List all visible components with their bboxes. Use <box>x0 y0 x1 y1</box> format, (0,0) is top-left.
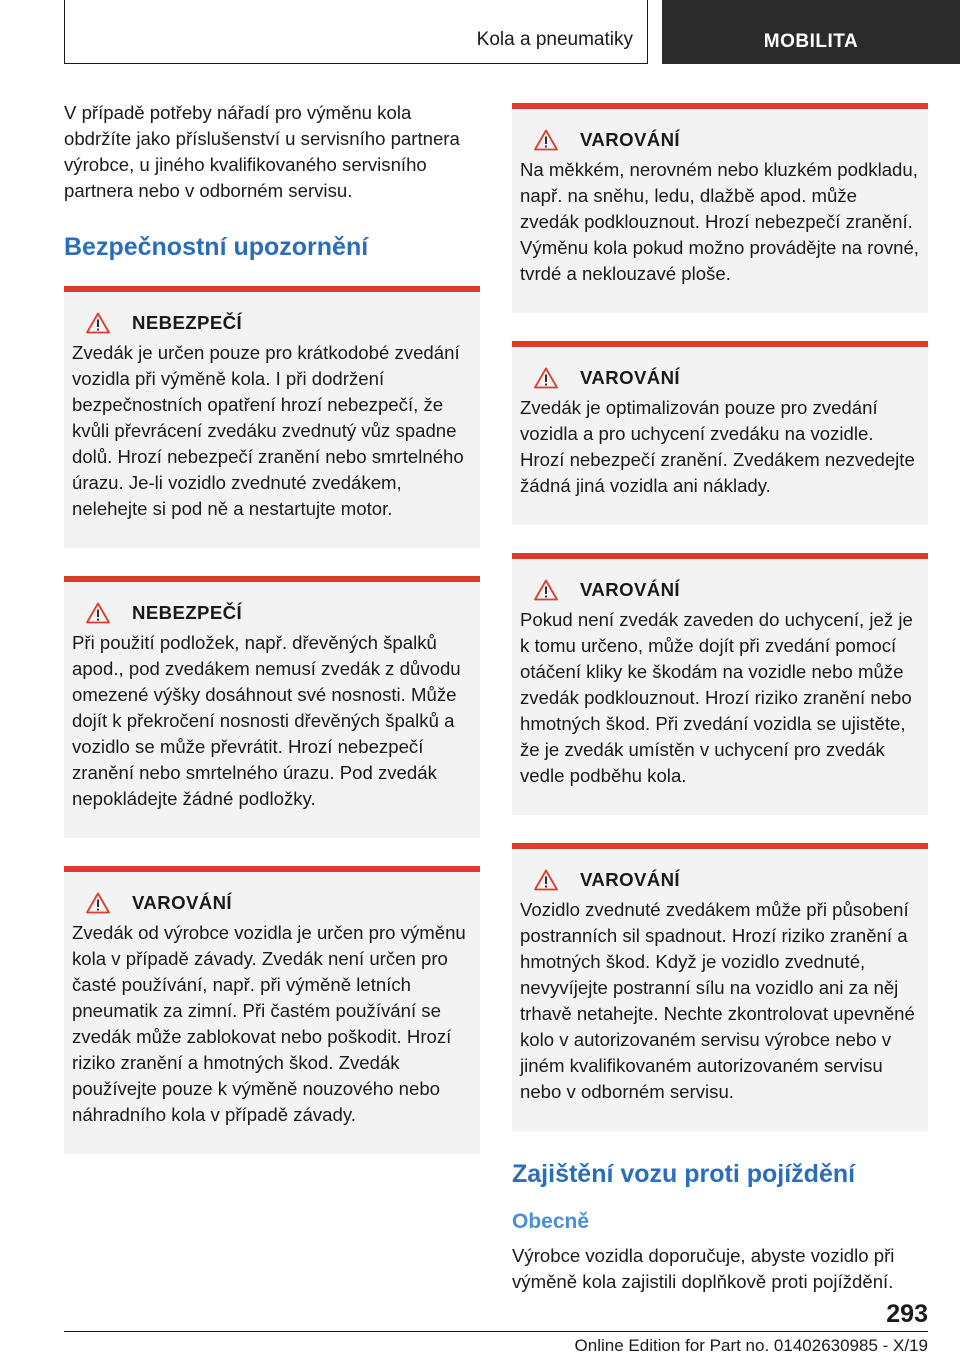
warning-box-3 <box>64 866 480 1154</box>
danger-box-1 <box>64 286 480 548</box>
warning-header <box>520 869 920 891</box>
header-chapter-tab <box>662 0 960 64</box>
warning-text: Pokud není zvedák zaveden do uchycení, jež je k tomu určeno, může dojít při zvedání pomocí otáčení kliky ke škodám na vozidle nebo může zvedák podklouznout. Hrozí riziko zranění nebo hmotných škod. Při zvedání vozidla se ujistěte, že je zvedák umístěn v uchycení pro zvedák vedle podběhu kola. <box>520 609 913 786</box>
warning-triangle-icon <box>86 312 110 334</box>
warning-title: VAROVÁNÍ <box>580 579 680 600</box>
warning-title: NEBEZPEČÍ <box>132 602 243 623</box>
warning-triangle-icon <box>534 579 558 601</box>
header-section-title: Kola a pneumatiky <box>476 29 633 50</box>
warning-title: VAROVÁNÍ <box>132 892 232 913</box>
general-subheading: Obecně <box>512 1210 590 1233</box>
warning-header <box>520 579 920 601</box>
left-column <box>64 100 480 1182</box>
warning-text: Zvedák je optimalizován pouze pro zvedání vozidla a pro uchycení zvedáku na vozidle. Hrozí nebezpečí zranění. Zvedákem nezvedejte žádná jiná vozidla ani náklady. <box>520 397 915 496</box>
wheel-chock-heading: Zajištění vozu proti pojíždění <box>512 1160 856 1188</box>
warning-title: VAROVÁNÍ <box>580 129 680 150</box>
warning-box-5 <box>512 341 928 525</box>
danger-box-2 <box>64 576 480 838</box>
warning-box-4 <box>512 103 928 313</box>
footer-divider <box>64 1331 928 1332</box>
warning-header <box>72 892 472 914</box>
warning-title: VAROVÁNÍ <box>580 869 680 890</box>
footer-edition: Online Edition for Part no. 01402630985 - X/19 <box>574 1336 928 1355</box>
page-number: 293 <box>886 1300 928 1328</box>
header-section-box <box>64 0 648 64</box>
warning-triangle-icon <box>534 869 558 891</box>
warning-text: Zvedák je určen pouze pro krátkodobé zvedání vozidla při výměně kola. I při dodržení bezpečnostních opatření hrozí nebezpečí, že kvůli převrácení zvedáku zvednutý vůz spadne dolů. Hrozí nebezpečí zranění nebo smrtelného úrazu. Je-li vozidlo zvednuté zvedákem, nelehejte si pod ně a nestartujte motor. <box>72 342 464 519</box>
right-column <box>512 103 928 1295</box>
warning-triangle-icon <box>86 892 110 914</box>
warning-text: Zvedák od výrobce vozidla je určen pro výměnu kola v případě závady. Zvedák není určen pro časté používání, např. při výměně letních pneumatik za zimní. Při častém používání se zvedák může zablokovat nebo poškodit. Hrozí riziko zranění a hmotných škod. Zvedák používejte pouze k výměně nouzového nebo náhradního kola v případě závady. <box>72 922 466 1125</box>
warning-box-7 <box>512 843 928 1131</box>
warning-box-6 <box>512 553 928 815</box>
intro-paragraph: V případě potřeby nářadí pro výměnu kola obdržíte jako příslušenství u servisního partnera výrobce, u jiného kvalifikovaného servisního partnera nebo v odborném servisu. <box>64 102 460 201</box>
warning-title: VAROVÁNÍ <box>580 367 680 388</box>
warning-triangle-icon <box>86 602 110 624</box>
warning-triangle-icon <box>534 129 558 151</box>
warning-text: Na měkkém, nerovném nebo kluzkém podkladu, např. na sněhu, ledu, dlažbě apod. může zvedák podklouznout. Hrozí nebezpečí zranění. Výměnu kola pokud možno provádějte na rovné, tvrdé a neklouzavé ploše. <box>520 159 919 284</box>
warning-triangle-icon <box>534 367 558 389</box>
warning-text: Při použití podložek, např. dřevěných špalků apod., pod zvedákem nemusí zvedák z důvodu omezené výšky dosáhnout své nosnosti. Může dojít k překročení nosnosti dřevěných špalků a vozidlo se může převrátit. Hrozí nebezpečí zranění nebo smrtelného úrazu. Pod zvedák nepokládejte žádné podložky. <box>72 632 461 809</box>
general-paragraph: Výrobce vozidla doporučuje, abyste vozidlo při výměně kola zajistili doplňkově proti pojíždění. <box>512 1245 895 1292</box>
warning-header <box>72 602 472 624</box>
warning-header <box>520 367 920 389</box>
safety-heading: Bezpečnostní upozornění <box>64 233 369 261</box>
warning-header <box>520 129 920 151</box>
warning-header <box>72 312 472 334</box>
warning-text: Vozidlo zvednuté zvedákem může při působení postranních sil spadnout. Hrozí riziko zranění a hmotných škod. Když je vozidlo zvednuté, nevyvíjejte postranní sílu na vozidlo ani za něj trhavě netahejte. Nechte zkontrolovat upevněné kolo v autorizovaném servisu výrobce nebo v jiném kvalifikovaném autorizovaném servisu nebo v odborném servisu. <box>520 899 915 1102</box>
warning-title: NEBEZPEČÍ <box>132 312 243 333</box>
header-chapter-label: MOBILITA <box>763 31 859 52</box>
